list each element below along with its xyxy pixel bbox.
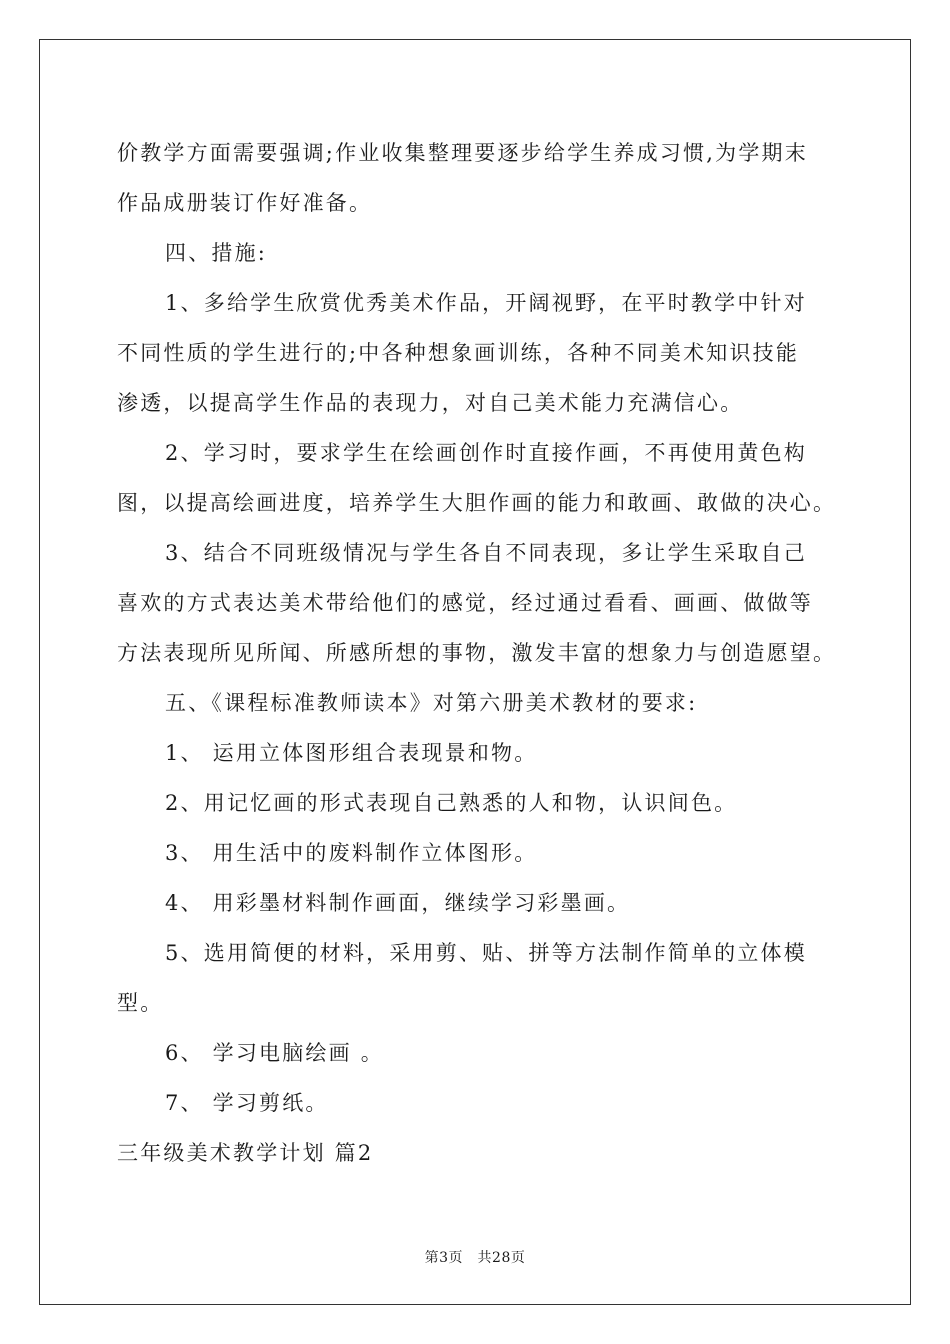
section-heading-requirements: 五、《课程标准教师读本》对第六册美术教材的要求: bbox=[165, 691, 698, 715]
list-item: 7、 学习剪纸。 bbox=[165, 1091, 329, 1115]
body-line: 价教学方面需要强调;作业收集整理要逐步给学生养成习惯,为学期末 bbox=[117, 141, 808, 165]
body-line: 作品成册装订作好准备。 bbox=[117, 191, 373, 215]
list-item: 3、 用生活中的废料制作立体图形。 bbox=[165, 841, 538, 865]
list-item: 2、用记忆画的形式表现自己熟悉的人和物，认识间色。 bbox=[165, 791, 738, 815]
body-line: 1、多给学生欣赏优秀美术作品，开阔视野，在平时教学中针对 bbox=[165, 291, 807, 315]
section-title: 三年级美术教学计划 篇2 bbox=[117, 1141, 374, 1165]
body-line: 2、学习时，要求学生在绘画创作时直接作画，不再使用黄色构 bbox=[165, 441, 807, 465]
list-item: 4、 用彩墨材料制作画面，继续学习彩墨画。 bbox=[165, 891, 631, 915]
list-item: 1、 运用立体图形组合表现景和物。 bbox=[165, 741, 538, 765]
body-line: 喜欢的方式表达美术带给他们的感觉，经过通过看看、画画、做做等 bbox=[117, 591, 813, 615]
body-line: 3、结合不同班级情况与学生各自不同表现，多让学生采取自己 bbox=[165, 541, 807, 565]
page-number-footer: 第3页 共28页 bbox=[424, 1250, 526, 1266]
body-line: 不同性质的学生进行的;中各种想象画训练，各种不同美术知识技能 bbox=[117, 341, 800, 365]
section-heading-measures: 四、措施: bbox=[165, 241, 268, 265]
list-item-continuation: 型。 bbox=[117, 991, 164, 1015]
document-body bbox=[117, 128, 837, 1178]
list-item: 6、 学习电脑绘画 。 bbox=[165, 1041, 384, 1065]
body-line: 方法表现所见所闻、所感所想的事物，激发丰富的想象力与创造愿望。 bbox=[117, 641, 837, 665]
body-line: 渗透，以提高学生作品的表现力，对自己美术能力充满信心。 bbox=[117, 391, 744, 415]
body-line: 图，以提高绘画进度，培养学生大胆作画的能力和敢画、敢做的决心。 bbox=[117, 491, 837, 515]
list-item: 5、选用简便的材料，采用剪、贴、拼等方法制作简单的立体模 bbox=[165, 941, 807, 965]
